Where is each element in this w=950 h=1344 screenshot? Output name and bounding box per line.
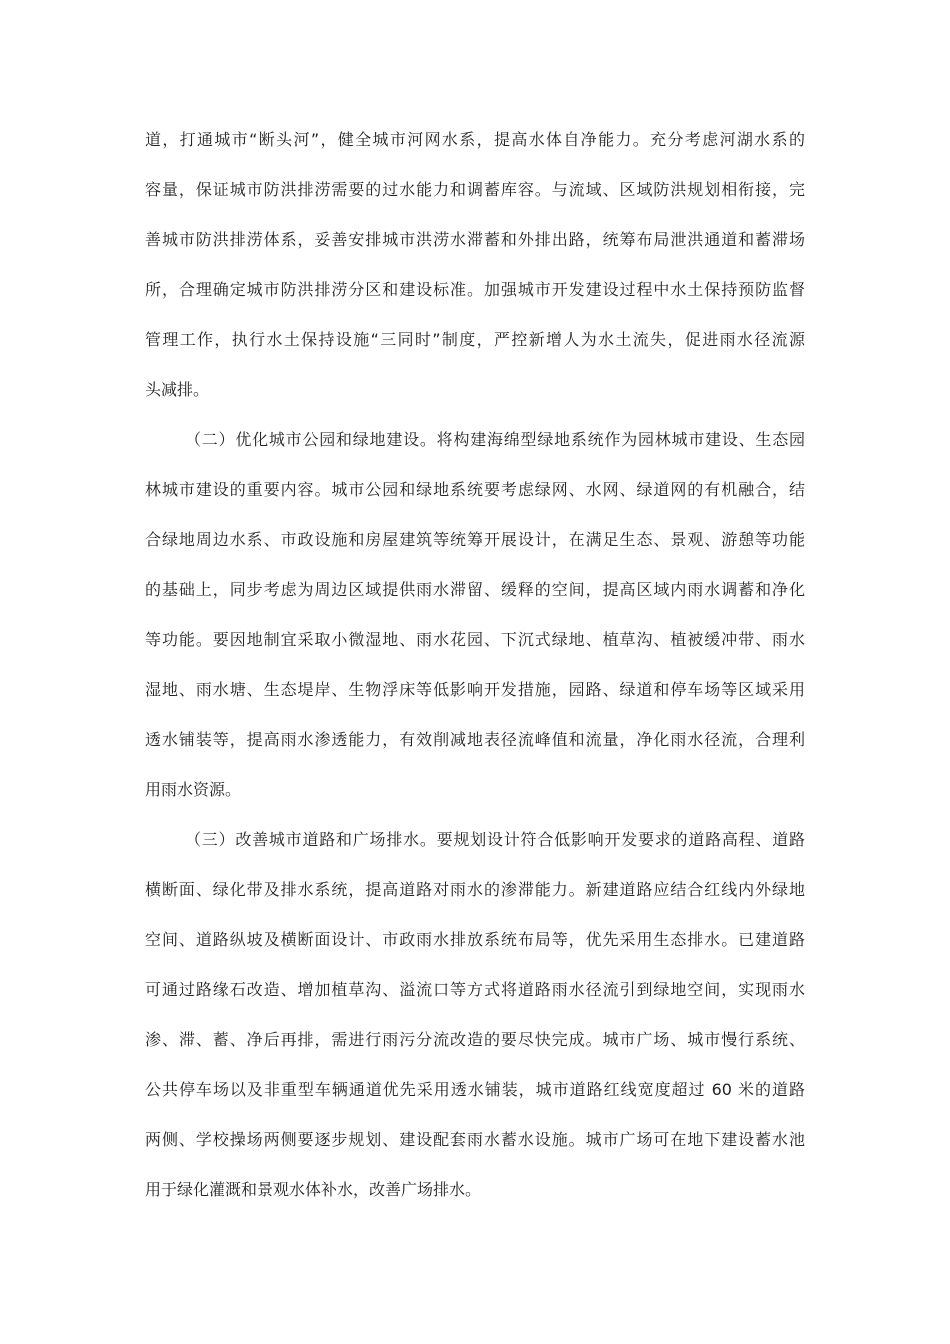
paragraph-3-line-4: 可通过路缘石改造、增加植草沟、溢流口等方式将道路雨水径流引到绿地空间，实现雨水	[145, 980, 805, 999]
paragraph-3-line-5: 渗、滞、蓄、净后再排，需进行雨污分流改造的要尽快完成。城市广场、城市慢行系统、	[145, 1030, 805, 1049]
paragraph-1-line-4: 所，合理确定城市防洪排涝分区和建设标准。加强城市开发建设过程中水土保持预防监督	[145, 280, 805, 299]
paragraph-1-line-1: 道，打通城市“断头河”，健全城市河网水系，提高水体自净能力。充分考虑河湖水系的	[145, 130, 805, 149]
paragraph-2-line-8: 用雨水资源。	[145, 780, 242, 799]
paragraph-2-line-2: 林城市建设的重要内容。城市公园和绿地系统要考虑绿网、水网、绿道网的有机融合，结	[145, 480, 805, 499]
paragraph-1-line-2: 容量，保证城市防洪排涝需要的过水能力和调蓄库容。与流域、区域防洪规划相衔接，完	[145, 180, 805, 199]
paragraph-3-line-6: 公共停车场以及非重型车辆通道优先采用透水铺装，城市道路红线宽度超过 60 米的道路	[145, 1080, 805, 1099]
paragraph-1-line-5: 管理工作，执行水土保持设施“三同时”制度，严控新增人为水土流失，促进雨水径流源	[145, 330, 805, 349]
paragraph-2-line-4: 的基础上，同步考虑为周边区域提供雨水滞留、缓释的空间，提高区域内雨水调蓄和净化	[145, 580, 805, 599]
paragraph-2-line-3: 合绿地周边水系、市政设施和房屋建筑等统筹开展设计，在满足生态、景观、游憩等功能	[145, 530, 805, 549]
paragraph-2-line-1: （二）优化城市公园和绿地建设。将构建海绵型绿地系统作为园林城市建设、生态园	[185, 430, 805, 449]
paragraph-2-line-5: 等功能。要因地制宜采取小微湿地、雨水花园、下沉式绿地、植草沟、植被缓冲带、雨水	[145, 630, 805, 649]
paragraph-3-line-3: 空间、道路纵坡及横断面设计、市政雨水排放系统布局等，优先采用生态排水。已建道路	[145, 930, 805, 949]
paragraph-2-line-6: 湿地、雨水塘、生态堤岸、生物浮床等低影响开发措施，园路、绿道和停车场等区域采用	[145, 680, 805, 699]
paragraph-2-line-7: 透水铺装等，提高雨水渗透能力，有效削减地表径流峰值和流量，净化雨水径流，合理利	[145, 730, 805, 749]
paragraph-3-line-7: 两侧、学校操场两侧要逐步规划、建设配套雨水蓄水设施。城市广场可在地下建设蓄水池	[145, 1130, 805, 1149]
paragraph-3-line-1: （三）改善城市道路和广场排水。要规划设计符合低影响开发要求的道路高程、道路	[185, 830, 805, 849]
paragraph-1-line-6: 头减排。	[145, 380, 210, 399]
paragraph-1-line-3: 善城市防洪排涝体系，妥善安排城市洪涝水滞蓄和外排出路，统筹布局泄洪通道和蓄滞场	[145, 230, 805, 249]
paragraph-3-line-2: 横断面、绿化带及排水系统，提高道路对雨水的渗滞能力。新建道路应结合红线内外绿地	[145, 880, 805, 899]
paragraph-3-line-8: 用于绿化灌溉和景观水体补水，改善广场排水。	[145, 1180, 482, 1199]
